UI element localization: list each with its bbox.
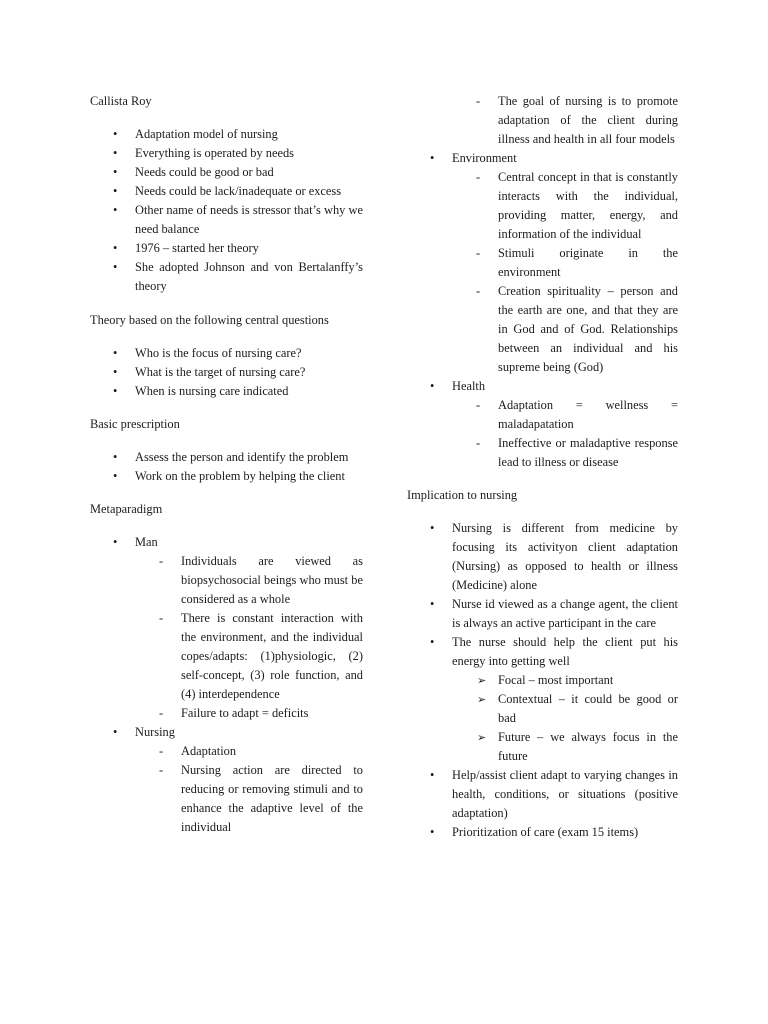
right-column (407, 92, 678, 842)
man-dash-list (135, 552, 363, 723)
list-item: • Nursing is different from medicine by focusing its activityon client adaptation (Nursing) as opposed to health or illness (Medicine) alone (407, 519, 678, 595)
dash-item: - Adaptation = wellness = maladapatation (452, 396, 678, 434)
dash-item: - Individuals are viewed as biopsychosocial beings who must be considered as a whole (135, 552, 363, 609)
list-item: • Other name of needs is stressor that’s why we need balance (90, 201, 363, 239)
dash-item: - Failure to adapt = deficits (135, 704, 363, 723)
list-item-nursing: • Nursing - Adaptation - Nursing action are directed to reducing or removing stimuli and to enhance the adaptive level of the individual (90, 723, 363, 837)
arrow-sub-list (452, 671, 678, 766)
arrow-item: ➢ Future – we always focus in the future (452, 728, 678, 766)
list-item: • What is the target of nursing care? (90, 363, 363, 382)
dash-item: - Ineffective or maladaptive response lead to illness or disease (452, 434, 678, 472)
heading-implication-to-nursing: Implication to nursing (407, 488, 518, 502)
prescription-bullet-list (90, 448, 363, 486)
nursing-dash-list (135, 742, 363, 837)
dash-item: - The goal of nursing is to promote adaptation of the client during illness and health in all four models (452, 92, 678, 149)
list-item: • Needs could be good or bad (90, 163, 363, 182)
heading-basic-prescription: Basic prescription (90, 417, 180, 431)
list-item: • Prioritization of care (exam 15 items) (407, 823, 678, 842)
list-item-nursing-continued (407, 92, 678, 149)
list-item-health: • Health - Adaptation = wellness = maladapatation - Ineffective or maladaptive response lead to illness or disease (407, 377, 678, 472)
dash-item: - Adaptation (135, 742, 363, 761)
roy-bullet-list (90, 125, 363, 296)
dash-item: - Creation spirituality – person and the earth are one, and that they are in God and of God. Relationships between an individual and his supreme being (God) (452, 282, 678, 377)
dash-item: - Stimuli originate in the environment (452, 244, 678, 282)
list-item: • Nurse id viewed as a change agent, the client is always an active participant in the care (407, 595, 678, 633)
dash-item: - Central concept in that is constantly interacts with the individual, providing matter, energy, and information of the individual (452, 168, 678, 244)
health-dash-list (452, 396, 678, 472)
implication-bullet-list (407, 519, 678, 842)
heading-metaparadigm: Metaparadigm (90, 502, 163, 516)
list-item: • 1976 – started her theory (90, 239, 363, 258)
arrow-item: ➢ Focal – most important (452, 671, 678, 690)
nursing-continued-dash-list (452, 92, 678, 149)
list-item-environment: • Environment - Central concept in that is constantly interacts with the individual, providing matter, energy, and information of the individual - Stimuli originate in the environment - Creation spirituality – person and the earth are one, and that they are in God and of God. Relationships between an individual and his supreme being (God) (407, 149, 678, 377)
list-item: • Needs could be lack/inadequate or excess (90, 182, 363, 201)
list-item: • Everything is operated by needs (90, 144, 363, 163)
metaparadigm-continued-list (407, 92, 678, 472)
questions-bullet-list (90, 344, 363, 401)
left-column (90, 92, 363, 837)
dash-item: - Nursing action are directed to reducing or removing stimuli and to enhance the adaptive level of the individual (135, 761, 363, 837)
heading-central-questions: Theory based on the following central questions (90, 313, 329, 327)
list-item: • Who is the focus of nursing care? (90, 344, 363, 363)
list-item: • Adaptation model of nursing (90, 125, 363, 144)
list-item: • Assess the person and identify the problem (90, 448, 363, 467)
metaparadigm-bullet-list (90, 533, 363, 837)
list-item-man: • Man - Individuals are viewed as biopsychosocial beings who must be considered as a whole - There is constant interaction with the environment, and the individual copes/adapts: (1)physiologic, (2) self-concept, (3) role function, and (4) interdependence - Failure to adapt = deficits (90, 533, 363, 723)
dash-item: - There is constant interaction with the environment, and the individual copes/adapts: (1)physiologic, (2) self-concept, (3) role function, and (4) interdependence (135, 609, 363, 704)
heading-callista-roy: Callista Roy (90, 94, 152, 108)
arrow-item: ➢ Contextual – it could be good or bad (452, 690, 678, 728)
list-item: • When is nursing care indicated (90, 382, 363, 401)
list-item: • She adopted Johnson and von Bertalanffy’s theory (90, 258, 363, 296)
list-item: • Help/assist client adapt to varying changes in health, conditions, or situations (positive adaptation) (407, 766, 678, 823)
list-item: • The nurse should help the client put his energy into getting well ➢ Focal – most important ➢ Contextual – it could be good or bad ➢ Future – we always focus in the future (407, 633, 678, 766)
list-item: • Work on the problem by helping the client (90, 467, 363, 486)
environment-dash-list (452, 168, 678, 377)
